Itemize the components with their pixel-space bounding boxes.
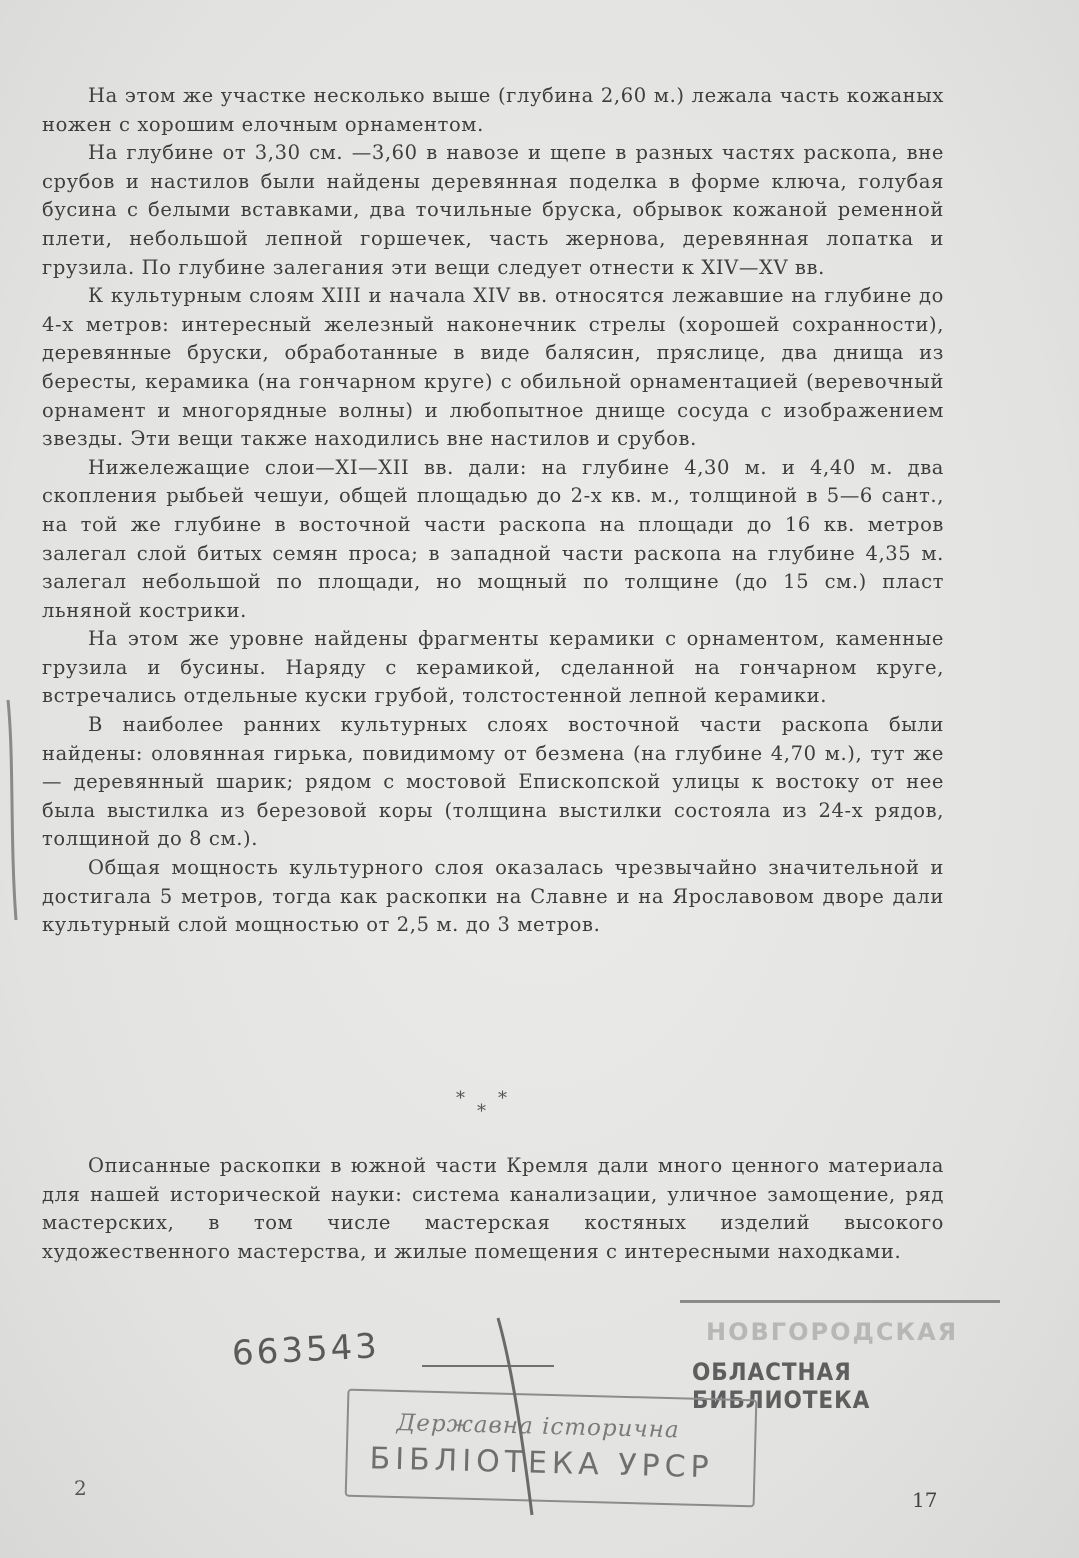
summary-paragraph: Описанные раскопки в южной части Кремля дали много ценного материала для нашей исторической науки: система канализации, уличное замощение, ряд мастерских, в том числе мастерская костяных изделий высокого художественного мастерства, и жилые помещения с интересными находками. <box>42 1154 944 1263</box>
paragraph-4: Нижележащие слои—XI—XII вв. дали: на глубине 4,30 м. и 4,40 м. два скопления рыбьей чешуи, общей площадью до 2-х кв. м., толщиной в 5—6 сант., на той же глубине в восточной части раскопа на площади до 16 кв. метров залегал слой битых семян проса; в западной части раскопа на глубине 4,35 м. залегал небольшой по площади, но мощный по толщине (до 15 см.) пласт льняной кострики. <box>42 455 944 622</box>
margin-note: 2 <box>74 1476 87 1500</box>
paragraph-5: На этом же уровне найдены фрагменты керамики с орнаментом, каменные грузила и бусины. Наряду с керамикой, сделанной на гончарном круге, встречались отдельные куски грубой, толстостенной лепной керамики. <box>42 627 944 708</box>
separator-star: * <box>477 1101 486 1122</box>
library-stamp-novgorod <box>676 1300 1006 1414</box>
page-number: 17 <box>912 1488 938 1512</box>
stamp-line-1: НОВГОРОДСКАЯ <box>706 1318 959 1346</box>
paragraph-1: На этом же участке несколько выше (глубина 2,60 м.) лежала часть кожаных ножен с хорошим елочным орнаментом. <box>42 84 944 136</box>
stamp-line-1: Державна історична <box>396 1409 680 1444</box>
paragraph-3: К культурным слоям XIII и начала XIV вв. относятся лежавшие на глубине до 4-х метров: интересный железный наконечник стрелы (хорошей сохранности), деревянные бруски, обработанные в виде балясин, пряслице, два днища из бересты, керамика (на гончарном круге) с обильной орнаментацией (веревочный орнамент и многорядные волны) и любопытное днище сосуда с изображением звезды. Эти вещи также находились вне настилов и срубов. <box>42 284 944 451</box>
library-stamp-ukraine <box>345 1389 758 1510</box>
paragraph-7: Общая мощность культурного слоя оказалась чрезвычайно значительной и достигала 5 метров, тогда как раскопки на Славне и на Ярославовом дворе дали культурный слой мощностью от 2,5 м. до 3 метров. <box>42 856 944 937</box>
separator-star: * <box>456 1088 465 1109</box>
summary-text <box>42 1152 944 1266</box>
inventory-underline <box>422 1365 554 1367</box>
stamp-line-2: БІБЛІОТЕКА УРСР <box>369 1441 715 1486</box>
separator-star: * <box>498 1088 507 1109</box>
body-text <box>42 82 944 940</box>
stamp-line-2: ОБЛАСТНАЯ БИБЛИОТЕКА <box>692 1358 871 1414</box>
paragraph-6: В наиболее ранних культурных слоях восточной части раскопа были найдены: оловянная гирька, повидимому от безмена (на глубине 4,70 м.), тут же — деревянный шарик; рядом с мостовой Епископской улицы к востоку от нее была выстилка из березовой коры (толщина выстилки состояла из 24-х рядов, толщиной до 8 см.). <box>42 713 944 851</box>
stamp-rule <box>680 1300 1000 1303</box>
section-separator <box>440 1088 520 1122</box>
inventory-number: 663543 <box>231 1326 381 1374</box>
paragraph-2: На глубине от 3,30 см. —3,60 в навозе и щепе в разных частях раскопа, вне срубов и настилов были найдены деревянная поделка в форме ключа, голубая бусина с белыми вставками, два точильные бруска, обрывок кожаной ременной плети, небольшой лепной горшечек, часть жернова, деревянная лопатка и грузила. По глубине залегания эти вещи следует отнести к XIV—XV вв. <box>42 141 944 279</box>
